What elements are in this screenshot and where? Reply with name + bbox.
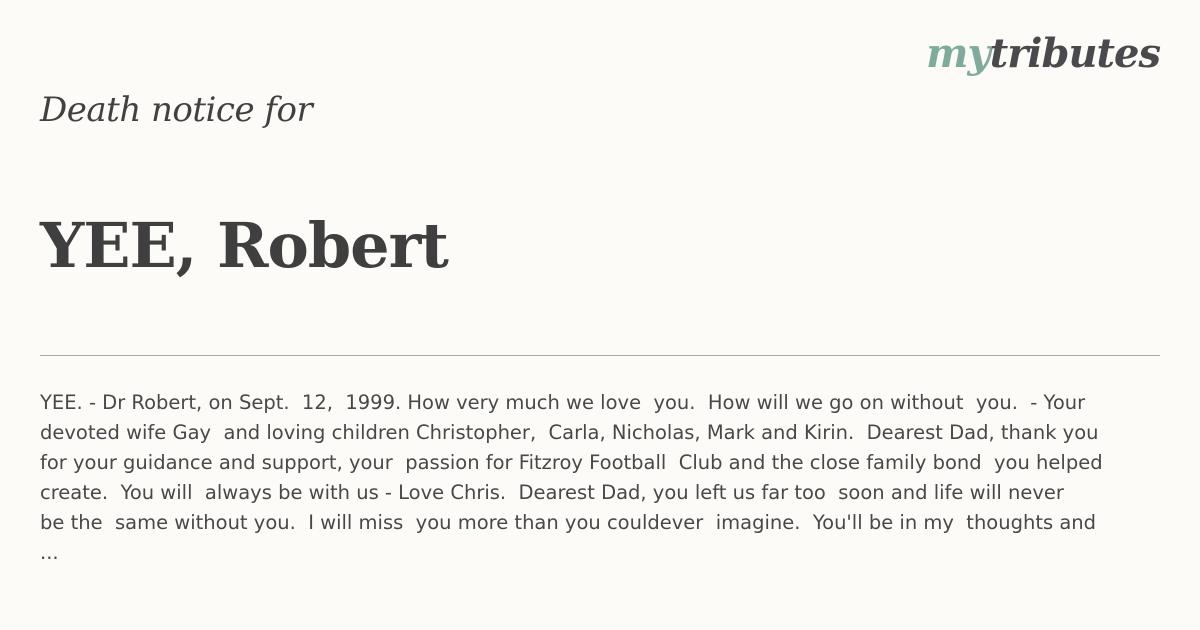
section-divider [40, 355, 1160, 356]
notice-body-text [40, 388, 1140, 568]
deceased-name: YEE, Robert [40, 209, 448, 282]
notice-body-line: be the same without you. I will miss you more than you couldever imagine. You'll be in my thoughts and [40, 511, 1097, 534]
logo-text-tributes: tributes [989, 30, 1160, 77]
notice-body-line: create. You will always be with us - Love Chris. Dearest Dad, you left us far too soon and life will never [40, 481, 1064, 504]
mytributes-logo[interactable] [926, 30, 1160, 77]
notice-body-ellipsis: ... [40, 541, 59, 564]
notice-body-line: devoted wife Gay and loving children Christopher, Carla, Nicholas, Mark and Kirin. Dearest Dad, thank you [40, 421, 1099, 444]
logo-text-my: my [926, 30, 990, 77]
notice-body-line: YEE. - Dr Robert, on Sept. 12, 1999. How very much we love you. How will we go on without you. - Your [40, 391, 1086, 414]
notice-type-label: Death notice for [40, 90, 313, 130]
notice-body-line: for your guidance and support, your passion for Fitzroy Football Club and the close family bond you helped [40, 451, 1103, 474]
